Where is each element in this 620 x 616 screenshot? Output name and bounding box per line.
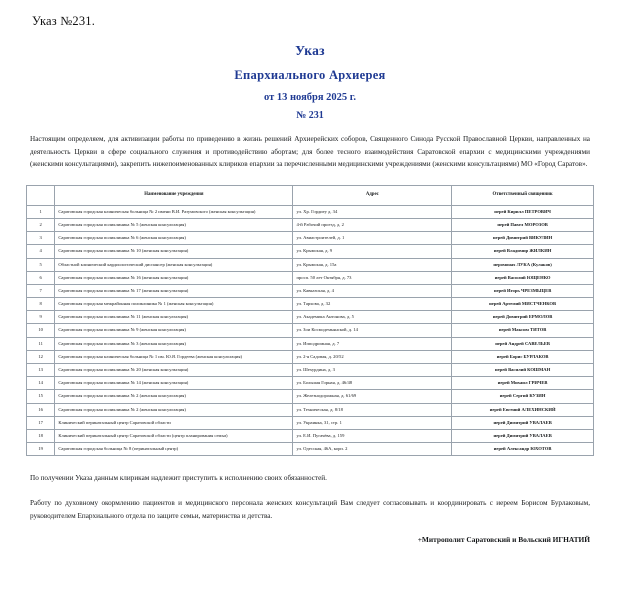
cell-address: ул. Крымская, д. 9 bbox=[293, 245, 452, 258]
document-title: Указ bbox=[295, 43, 325, 58]
table-row bbox=[27, 377, 594, 390]
column-header-address: Адрес bbox=[293, 185, 452, 205]
cell-number: 11 bbox=[27, 337, 55, 350]
cell-number: 9 bbox=[27, 311, 55, 324]
cell-number: 10 bbox=[27, 324, 55, 337]
cell-priest: иерей Димитрий УВАЛАЕВ bbox=[452, 416, 594, 429]
closing-block bbox=[26, 472, 594, 544]
table-row bbox=[27, 443, 594, 456]
table-row bbox=[27, 311, 594, 324]
table-header-row bbox=[27, 185, 594, 205]
cell-priest: иерей Сергий КУЗИН bbox=[452, 390, 594, 403]
table-row bbox=[27, 205, 594, 218]
table-row bbox=[27, 403, 594, 416]
table-row bbox=[27, 245, 594, 258]
cell-priest: иерей Евгений АЛЕХИНСКИЙ bbox=[452, 403, 594, 416]
assignments-table bbox=[26, 185, 594, 457]
cell-institution: Саратовская городская межрайонная поликлиника № 1 (женская консультация) bbox=[55, 298, 293, 311]
cell-number: 16 bbox=[27, 403, 55, 416]
cell-institution: Саратовская городская поликлиника № 16 (женская консультация) bbox=[55, 271, 293, 284]
table-row bbox=[27, 232, 594, 245]
cell-priest: иерей Михаил ГРИЧЕВ bbox=[452, 377, 594, 390]
document-number: № 231 bbox=[296, 110, 324, 121]
cell-number: 13 bbox=[27, 364, 55, 377]
cell-address: ул. Техническая, д. 8/18 bbox=[293, 403, 452, 416]
cell-institution: Клинический перинатальный центр Саратовской области bbox=[55, 416, 293, 429]
table-row bbox=[27, 218, 594, 231]
document-subtitle: Епархиального Архиерея bbox=[234, 68, 386, 82]
cell-institution: Саратовская городская поликлиника № 3 (женская консультация) bbox=[55, 337, 293, 350]
cell-number: 8 bbox=[27, 298, 55, 311]
cell-address: ул. Зои Космодемьянской, д. 14 bbox=[293, 324, 452, 337]
cell-priest: иерей Владимир ЖИЛКИН bbox=[452, 245, 594, 258]
table-row bbox=[27, 271, 594, 284]
cell-priest: иерей Артемий МИСТЧЕНКОВ bbox=[452, 298, 594, 311]
cell-institution: Саратовская городская поликлиника № 10 (женская консультация) bbox=[55, 245, 293, 258]
table-body bbox=[27, 205, 594, 456]
cell-priest: иерей Андрей САВЕЛЬЕВ bbox=[452, 337, 594, 350]
cell-priest: иерей Димитрий ЕРМОЛОВ bbox=[452, 311, 594, 324]
cell-institution: Саратовская городская поликлиника № 6 (женская консультация) bbox=[55, 232, 293, 245]
cell-number: 17 bbox=[27, 416, 55, 429]
table-row bbox=[27, 284, 594, 297]
cell-institution: Саратовская городская поликлиника № 14 (женская консультация) bbox=[55, 377, 293, 390]
table-row bbox=[27, 350, 594, 363]
table-row bbox=[27, 337, 594, 350]
cell-address: ул. Хр. Гордиеу д. 34 bbox=[293, 205, 452, 218]
cell-priest: иерей Василий КОШМАН bbox=[452, 364, 594, 377]
table-row bbox=[27, 416, 594, 429]
table-row bbox=[27, 298, 594, 311]
cell-address: ул. 2-я Садовая, д. 20/52 bbox=[293, 350, 452, 363]
cell-priest: иерей Кирилл ПЕТРОВИЧ bbox=[452, 205, 594, 218]
cell-priest: иерей Максим ТИТОВ bbox=[452, 324, 594, 337]
cell-address: ул. Одесская, 46А, корп. 2 bbox=[293, 443, 452, 456]
cell-institution: Саратовская городская поликлиника № 17 (женская консультация) bbox=[55, 284, 293, 297]
cell-address: ул. Украинка, 31, стр. 1 bbox=[293, 416, 452, 429]
cell-priest: иерей Игорь ЧРЕЗМЫЦЕВ bbox=[452, 284, 594, 297]
cell-institution: Областной клинический кардиологический диспансер (женская консультация) bbox=[55, 258, 293, 271]
document-date: от 13 ноября 2025 г. bbox=[263, 92, 357, 103]
cell-number: 7 bbox=[27, 284, 55, 297]
cell-address: ул. Железнодорожная, д. 61/69 bbox=[293, 390, 452, 403]
cell-institution: Саратовская городская больница № 8 (перинатальный центр) bbox=[55, 443, 293, 456]
table-row bbox=[27, 390, 594, 403]
cell-number: 12 bbox=[27, 350, 55, 363]
cell-number: 3 bbox=[27, 232, 55, 245]
cell-address: ул. Ипподромная, д. 7 bbox=[293, 337, 452, 350]
cell-address: ул. Крымская, д. 15а bbox=[293, 258, 452, 271]
column-header-priest: Ответственный священник bbox=[452, 185, 594, 205]
cell-institution: Саратовская городская поликлиника № 5 (женская консультация) bbox=[55, 218, 293, 231]
cell-number: 18 bbox=[27, 429, 55, 442]
document-header-label: Указ №231. bbox=[32, 14, 96, 28]
closing-paragraph-1: По получении Указа данным клирикам надлежит приступить к исполнению своих обязанностей. bbox=[30, 474, 327, 483]
cell-institution: Саратовская городская клиническая больница № 2 имени В.И. Разумовского (женская консультация) bbox=[55, 205, 293, 218]
cell-institution: Саратовская городская поликлиника № 11 (женская консультация) bbox=[55, 311, 293, 324]
cell-institution: Саратовская городская клиническая больница № 1 им. Ю.Я. Гордеева (женская консультация) bbox=[55, 350, 293, 363]
cell-priest: иерей Павел МОРОЗОВ bbox=[452, 218, 594, 231]
cell-number: 2 bbox=[27, 218, 55, 231]
cell-institution: Саратовская городская поликлиника № 2 (женская консультация) bbox=[55, 390, 293, 403]
intro-paragraph: Настоящим определяем, для активизации работы по приведению в жизнь решений Архиерейских соборов, Священного Синода Русской Православной Церкви, направленных на деятельность Церкви в сфере социального служения и противодействию абортам; для более тесного взаимодействия Саратовской епархии с медицинскими учреждениями (женскими консультациями), закрепить нижепоименованных клириков епархии за перечисленными медицинскими учреждениями (женскими консультациями) МО «Город Саратов». bbox=[30, 135, 590, 169]
cell-institution: Клинический перинатальный центр Саратовской области (центр планирования семьи) bbox=[55, 429, 293, 442]
title-block bbox=[26, 43, 594, 121]
cell-number: 19 bbox=[27, 443, 55, 456]
cell-priest: иеромонах ЛУКА (Кулаков) bbox=[452, 258, 594, 271]
cell-priest: иерей Василий ЮЩЕНКО bbox=[452, 271, 594, 284]
cell-address: ул. Шехурдина, д. 3 bbox=[293, 364, 452, 377]
signature-line: +Митрополит Саратовский и Вольский ИГНАТИЙ bbox=[417, 535, 590, 545]
cell-address: ул. Большая Горная, д. 46/48 bbox=[293, 377, 452, 390]
table-row bbox=[27, 324, 594, 337]
cell-institution: Саратовская городская поликлиника № 20 (женская консультация) bbox=[55, 364, 293, 377]
cell-institution: Саратовская городская поликлиника № 2 (женская консультация) bbox=[55, 403, 293, 416]
table-row bbox=[27, 429, 594, 442]
column-header-number bbox=[27, 185, 55, 205]
cell-priest: иерей Борис БУРЛАКОВ bbox=[452, 350, 594, 363]
cell-number: 5 bbox=[27, 258, 55, 271]
cell-number: 4 bbox=[27, 245, 55, 258]
cell-address: ул. Тархова, д. 32 bbox=[293, 298, 452, 311]
column-header-institution: Наименование учреждения bbox=[55, 185, 293, 205]
table-row bbox=[27, 364, 594, 377]
cell-address: ул. Академика Антонова, д. 5 bbox=[293, 311, 452, 324]
cell-priest: иерей Александр ЮХОТОВ bbox=[452, 443, 594, 456]
cell-address: ул. Кавказская, д. 4 bbox=[293, 284, 452, 297]
cell-number: 1 bbox=[27, 205, 55, 218]
cell-number: 6 bbox=[27, 271, 55, 284]
cell-number: 14 bbox=[27, 377, 55, 390]
table-row bbox=[27, 258, 594, 271]
cell-address: ул. Авиастроителей, д. 1 bbox=[293, 232, 452, 245]
cell-number: 15 bbox=[27, 390, 55, 403]
cell-institution: Саратовская городская поликлиника № 9 (женская консультация) bbox=[55, 324, 293, 337]
cell-address: 4-й Рабочий проезд, д. 2 bbox=[293, 218, 452, 231]
cell-priest: иерей Димитрий ВИКУЛИН bbox=[452, 232, 594, 245]
cell-priest: иерей Димитрий УВАЛАЕВ bbox=[452, 429, 594, 442]
cell-address: ул. Е.И. Пугачёва, д. 159 bbox=[293, 429, 452, 442]
closing-paragraph-2: Работу по духовному окормлению пациентов и медицинского персонала женских консультаций Вам следует согласовывать и координировать с иереем Борисом Бурлаковым, руководителем Епархиального отдела по защите семьи, материнства и детства. bbox=[30, 499, 590, 521]
cell-address: просп. 50 лет Октября, д. 73 bbox=[293, 271, 452, 284]
